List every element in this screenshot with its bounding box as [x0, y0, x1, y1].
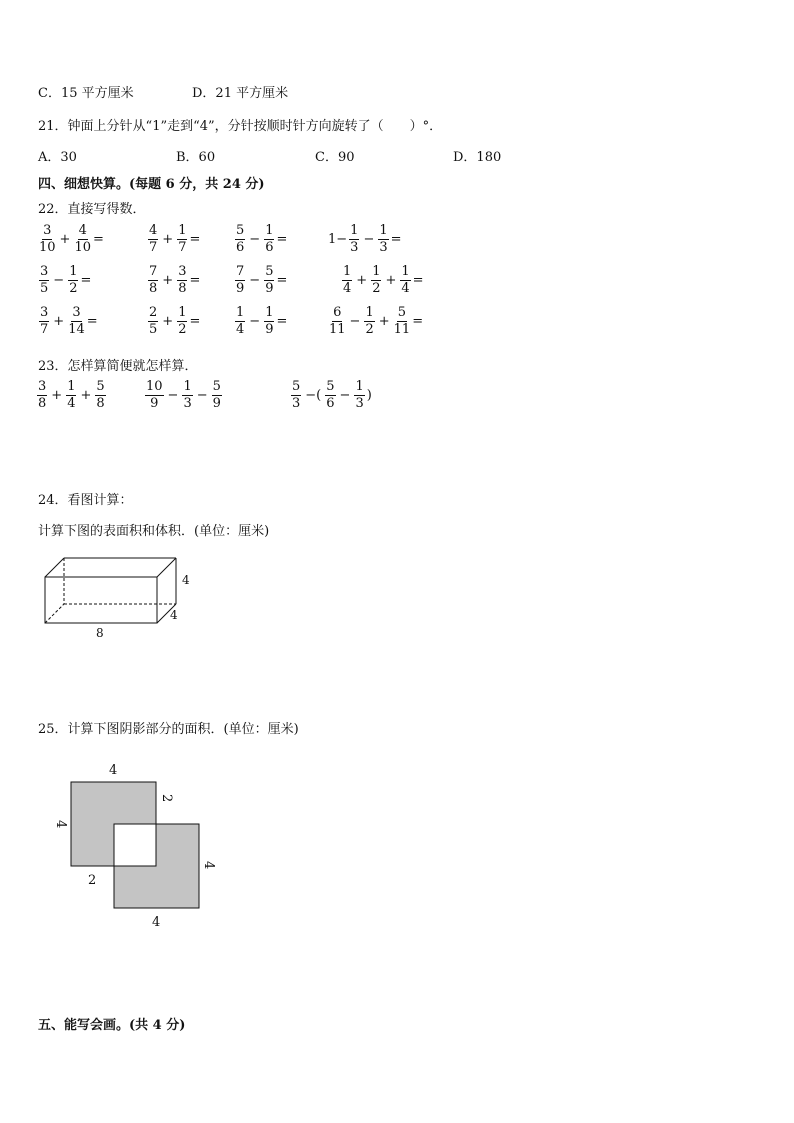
numerator: 3	[38, 379, 47, 394]
numerator: 3	[72, 305, 81, 320]
fraction	[177, 224, 187, 254]
numerator: 1	[355, 379, 364, 394]
fraction	[400, 265, 410, 295]
fraction	[371, 265, 381, 295]
denominator: 2	[365, 321, 374, 337]
cuboid-diagram	[40, 555, 200, 645]
denominator: 3	[350, 239, 359, 255]
numerator: 7	[149, 264, 158, 279]
fraction	[264, 306, 274, 336]
denominator: 5	[149, 321, 158, 337]
numerator: 5	[96, 379, 105, 394]
q22-expression	[234, 306, 287, 336]
fraction	[264, 224, 274, 254]
cuboid-hidden-edge	[45, 604, 64, 623]
q23-stem: 23．怎样算简便就怎样算．	[38, 359, 198, 374]
operator: +	[162, 313, 174, 329]
denominator: 4	[67, 395, 76, 411]
operator: +	[162, 231, 174, 247]
q22-expression	[341, 265, 424, 295]
numerator: 1	[183, 379, 192, 394]
operator: +	[51, 387, 63, 403]
numerator: 1	[401, 264, 410, 279]
operator: +	[378, 313, 390, 329]
expr-tail: =	[80, 272, 92, 288]
denominator: 11	[329, 321, 346, 337]
overlap-white-square	[114, 824, 156, 866]
operator: −	[339, 387, 351, 403]
denominator: 7	[149, 239, 158, 255]
denominator: 9	[265, 321, 274, 337]
q22-expression	[147, 306, 200, 336]
denominator: 6	[236, 239, 245, 255]
fraction	[148, 265, 158, 295]
denominator: 4	[401, 280, 410, 296]
denominator: 10	[74, 239, 91, 255]
expr-tail: =	[276, 272, 288, 288]
fraction	[364, 306, 374, 336]
label-top: 4	[109, 763, 118, 778]
operator: +	[356, 272, 368, 288]
numerator: 6	[333, 305, 342, 320]
fraction	[68, 306, 85, 336]
q23-expression	[36, 380, 107, 410]
expr-tail: =	[412, 313, 424, 329]
numerator: 5	[292, 379, 301, 394]
operator: +	[80, 387, 92, 403]
q22-expression	[38, 306, 98, 336]
fraction	[394, 306, 411, 336]
fraction	[39, 224, 56, 254]
denominator: 3	[292, 395, 301, 411]
denominator: 3	[379, 239, 388, 255]
numerator: 1	[178, 305, 187, 320]
operator: −	[167, 387, 179, 403]
denominator: 9	[150, 395, 159, 411]
denominator: 9	[236, 280, 245, 296]
cuboid-width-label: 4	[170, 608, 178, 622]
operator: +	[59, 231, 71, 247]
denominator: 9	[265, 280, 274, 296]
label-right-lower: 4	[201, 861, 216, 870]
fraction	[39, 306, 49, 336]
q25-stem: 25．计算下图阴影部分的面积．(单位：厘米)	[38, 722, 299, 737]
q24-subtext: 计算下图的表面积和体积．(单位：厘米)	[38, 524, 270, 539]
denominator: 7	[40, 321, 49, 337]
q21-option-b: B．60	[176, 150, 216, 165]
operator: −	[53, 272, 65, 288]
expr-tail: =	[276, 231, 288, 247]
shaded-squares-diagram	[45, 758, 230, 933]
cuboid-length-label: 8	[96, 626, 104, 640]
expr-tail: =	[86, 313, 98, 329]
fraction	[148, 306, 158, 336]
numerator: 5	[265, 264, 274, 279]
denominator: 8	[96, 395, 105, 411]
numerator: 1	[350, 223, 359, 238]
denominator: 3	[355, 395, 364, 411]
numerator: 5	[326, 379, 335, 394]
q20-option-d: D．21 平方厘米	[192, 86, 289, 101]
denominator: 2	[178, 321, 187, 337]
fraction	[148, 224, 158, 254]
operator: +	[53, 313, 65, 329]
denominator: 4	[236, 321, 245, 337]
numerator: 1	[69, 264, 78, 279]
q21-option-a: A．30	[38, 150, 77, 165]
fraction	[235, 306, 245, 336]
numerator: 1	[365, 305, 374, 320]
q20-option-c: C．15 平方厘米	[38, 86, 134, 101]
fraction	[329, 306, 346, 336]
operator: −	[349, 313, 361, 329]
numerator: 3	[40, 264, 49, 279]
fraction	[342, 265, 352, 295]
numerator: 1	[343, 264, 352, 279]
cuboid-edge	[157, 558, 176, 577]
label-left: 4	[53, 820, 68, 829]
fraction	[177, 306, 187, 336]
fraction	[68, 265, 78, 295]
q24-stem: 24．看图计算：	[38, 493, 133, 508]
expr-lead: 1−	[328, 231, 348, 247]
q21-stem: 21．钟面上分针从“1”走到“4”，分针按顺时针方向旋转了（ ）°．	[38, 119, 443, 134]
expr-tail: =	[189, 313, 201, 329]
denominator: 2	[69, 280, 78, 296]
label-bottom-left: 2	[88, 873, 97, 888]
denominator: 9	[212, 395, 221, 411]
numerator: 10	[146, 379, 163, 394]
fraction	[378, 224, 388, 254]
denominator: 14	[68, 321, 85, 337]
fraction	[354, 380, 364, 410]
cuboid-front-face	[45, 577, 157, 623]
q22-expression	[38, 224, 104, 254]
q22-expression	[147, 224, 200, 254]
denominator: 4	[343, 280, 352, 296]
numerator: 4	[149, 223, 158, 238]
denominator: 3	[183, 395, 192, 411]
fraction	[95, 380, 105, 410]
denominator: 8	[38, 395, 47, 411]
q21-option-c: C．90	[315, 150, 355, 165]
label-bottom: 4	[152, 915, 161, 930]
numerator: 1	[236, 305, 245, 320]
numerator: 1	[178, 223, 187, 238]
fraction	[145, 380, 164, 410]
operator: +	[162, 272, 174, 288]
denominator: 2	[372, 280, 381, 296]
numerator: 5	[397, 305, 407, 320]
fraction	[66, 380, 76, 410]
q21-option-d: D．180	[453, 150, 502, 165]
label-right-upper: 2	[159, 794, 174, 803]
operator: −	[363, 231, 375, 247]
q22-expression	[234, 224, 287, 254]
operator: −	[249, 313, 261, 329]
fraction	[235, 224, 245, 254]
numerator: 2	[149, 305, 158, 320]
numerator: 7	[236, 264, 245, 279]
denominator: 6	[326, 395, 335, 411]
numerator: 5	[212, 379, 221, 394]
q22-expression	[328, 224, 402, 254]
denominator: 11	[393, 321, 411, 337]
expr-tail: =	[189, 272, 201, 288]
cuboid-edge	[45, 558, 64, 577]
numerator: 3	[43, 223, 52, 238]
fraction	[349, 224, 359, 254]
expr-tail: =	[390, 231, 402, 247]
expr-tail: =	[93, 231, 104, 247]
cuboid-height-label: 4	[182, 573, 190, 587]
section-4-heading: 四、细想快算。(每题 6 分，共 24 分)	[38, 177, 265, 192]
numerator: 3	[40, 305, 49, 320]
section-5-heading: 五、能写会画。(共 4 分)	[38, 1018, 186, 1033]
operator: −	[249, 231, 261, 247]
denominator: 8	[149, 280, 158, 296]
fraction	[212, 380, 222, 410]
operator: −	[196, 387, 208, 403]
q22-expression	[328, 306, 423, 336]
fraction	[74, 224, 91, 254]
q22-expression	[38, 265, 91, 295]
numerator: 1	[67, 379, 76, 394]
q22-stem: 22．直接写得数．	[38, 202, 146, 217]
numerator: 1	[379, 223, 388, 238]
q23-expression	[144, 380, 223, 410]
denominator: 5	[40, 280, 49, 296]
fraction	[325, 380, 335, 410]
denominator: 10	[39, 239, 56, 255]
denominator: 8	[178, 280, 187, 296]
expr-tail: )	[366, 387, 372, 403]
expr-tail: =	[412, 272, 424, 288]
q22-expression	[234, 265, 287, 295]
denominator: 7	[178, 239, 187, 255]
operator: −(	[305, 387, 322, 403]
fraction	[182, 380, 192, 410]
numerator: 3	[178, 264, 187, 279]
numerator: 1	[265, 305, 274, 320]
fraction	[37, 380, 47, 410]
expr-tail: =	[189, 231, 201, 247]
numerator: 1	[265, 223, 274, 238]
expr-tail: =	[276, 313, 288, 329]
numerator: 5	[236, 223, 245, 238]
fraction	[264, 265, 274, 295]
fraction	[291, 380, 301, 410]
fraction	[39, 265, 49, 295]
numerator: 4	[78, 223, 87, 238]
operator: −	[249, 272, 261, 288]
denominator: 6	[265, 239, 274, 255]
fraction	[177, 265, 187, 295]
numerator: 1	[372, 264, 381, 279]
q23-expression	[290, 380, 372, 410]
operator: +	[385, 272, 397, 288]
q22-expression	[147, 265, 200, 295]
fraction	[235, 265, 245, 295]
